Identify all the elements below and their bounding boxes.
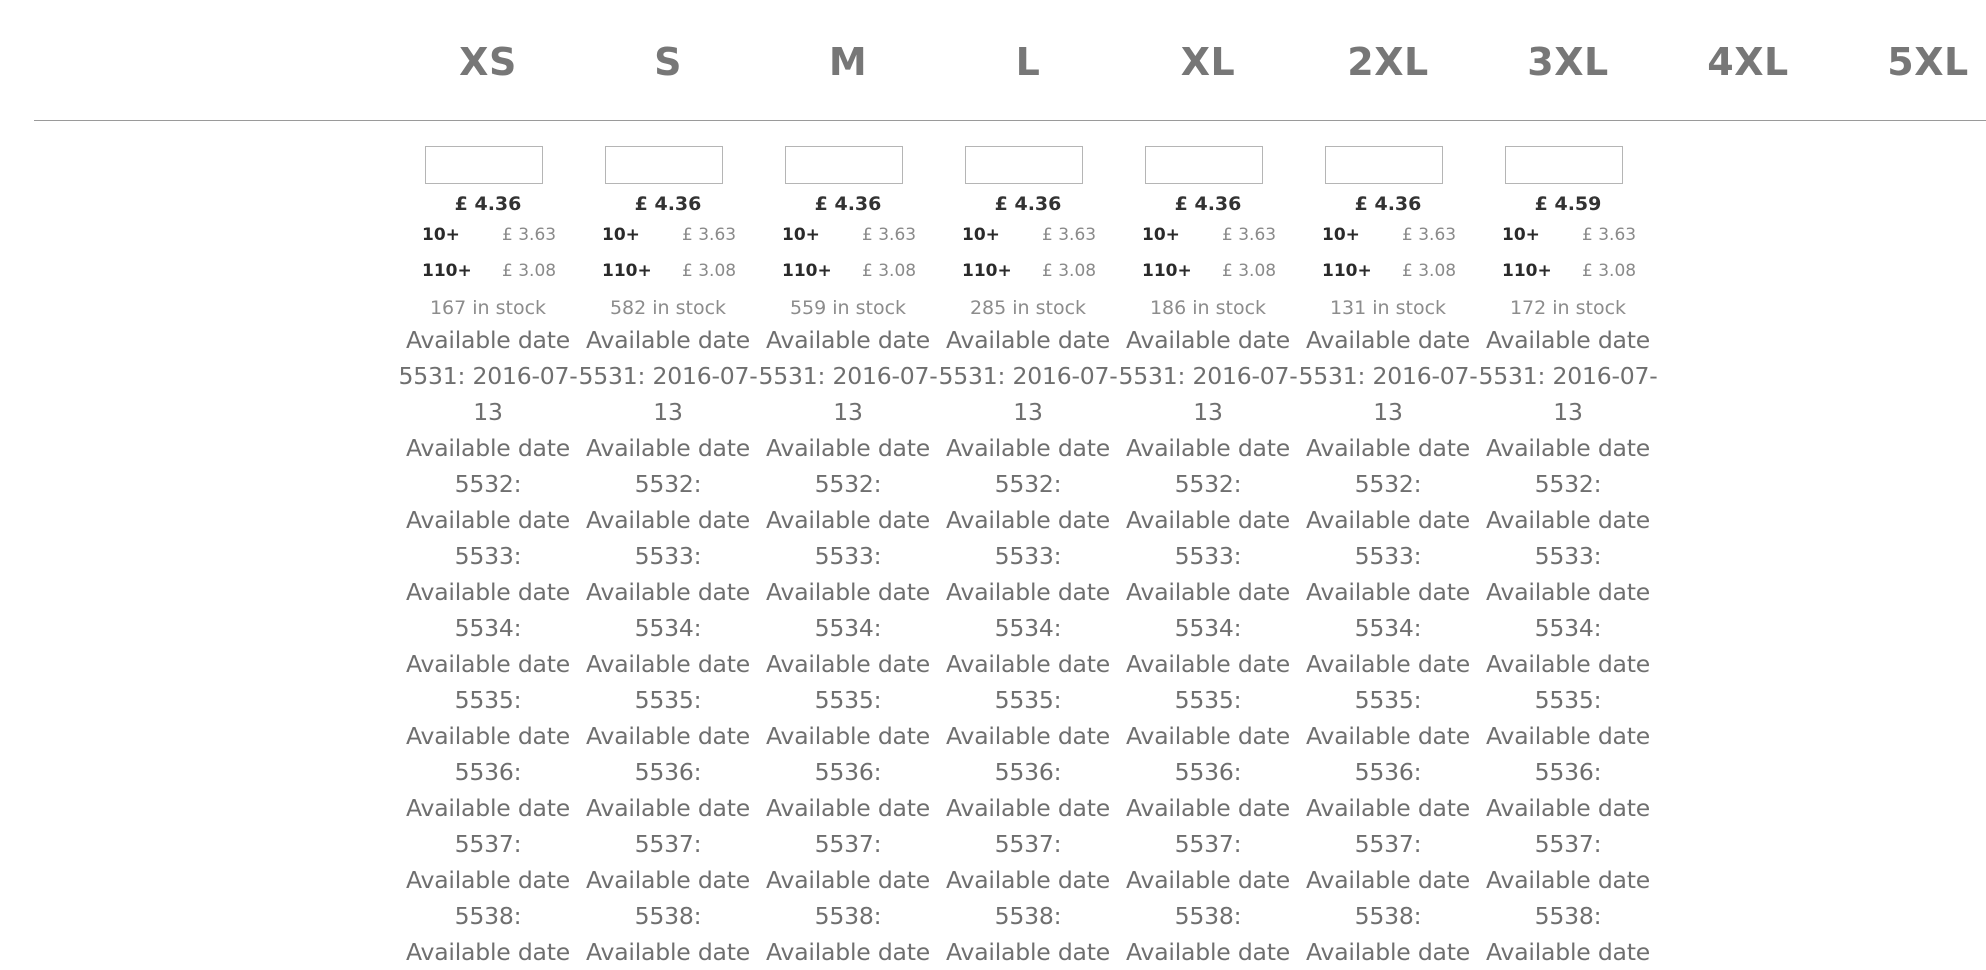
available-date [1478,718,1658,790]
quantity-input[interactable] [785,146,903,184]
size-header-l: L [1015,40,1041,84]
available-date-line: Available date [405,578,571,606]
available-date-line: Available date [1305,578,1471,606]
size-column [578,146,758,970]
available-date-line: 5531: 2016-07- [1298,362,1478,390]
available-date [578,934,758,970]
available-date-line: Available date [1125,650,1291,678]
available-date-line: Available date [1485,866,1651,894]
available-date-line: Available date [765,434,931,462]
available-date-line: Available date [1485,722,1651,750]
available-date-line: Available date [1305,434,1471,462]
available-date-line: Available date [1305,650,1471,678]
available-date-line: Available date [585,650,751,678]
available-date-line: Available date [765,866,931,894]
available-date [1118,502,1298,574]
tier-quantity: 10+ [782,225,820,245]
available-date [578,430,758,502]
tier-price: £ 3.08 [1402,261,1457,281]
available-date-line: Available date [585,326,751,354]
unit-price: £ 4.36 [1174,193,1242,215]
tier-price: £ 3.63 [682,225,737,245]
available-date [1478,790,1658,862]
available-date-line: 5532: [1534,470,1602,498]
size-header-2xl: 2XL [1347,40,1429,84]
available-date-line: 5534: [1534,614,1602,642]
available-date-line: 5532: [994,470,1062,498]
tier-quantity: 110+ [602,261,652,281]
available-date-line: Available date [585,506,751,534]
available-date [1118,934,1298,970]
available-date-line: 5532: [1354,470,1422,498]
available-date [1478,430,1658,502]
available-date-line: Available date [585,938,751,966]
available-date-line: Available date [585,866,751,894]
available-date [398,718,578,790]
size-column [758,146,938,970]
available-date-line: Available date [945,722,1111,750]
tier-price: £ 3.08 [862,261,917,281]
available-date-line: Available date [585,794,751,822]
price-tier-row [938,216,1118,252]
available-date-line: 5533: [1354,542,1422,570]
available-date [1478,502,1658,574]
available-date [398,934,578,970]
available-date [938,934,1118,970]
available-date-line: 13 [1013,398,1043,426]
available-date-line: 5536: [1534,758,1602,786]
available-date-line: 5538: [1174,902,1242,930]
available-date-line: 5532: [454,470,522,498]
available-date-line: Available date [1305,506,1471,534]
size-column [1298,146,1478,970]
tier-quantity: 110+ [1322,261,1372,281]
available-date-line: 5534: [994,614,1062,642]
available-date [938,862,1118,934]
available-date [758,862,938,934]
available-date [398,574,578,646]
available-date-line: Available date [765,722,931,750]
size-header-5xl: 5XL [1887,40,1969,84]
available-date-line: 5536: [1354,758,1422,786]
available-date [578,502,758,574]
available-date-line: Available date [1485,434,1651,462]
available-date-line: 5536: [454,758,522,786]
quantity-input[interactable] [965,146,1083,184]
available-date-line: 5538: [1354,902,1422,930]
available-date-line: 5534: [634,614,702,642]
available-date [758,790,938,862]
tier-quantity: 110+ [1502,261,1552,281]
available-date-line: 5536: [814,758,882,786]
available-date [758,322,938,430]
available-date-line: 5531: 2016-07- [398,362,578,390]
size-column [1478,146,1658,970]
unit-price: £ 4.36 [814,193,882,215]
stock-count: 172 in stock [1509,297,1627,319]
available-date [398,862,578,934]
available-date-line: Available date [945,794,1111,822]
available-date [1298,790,1478,862]
tier-price: £ 3.08 [1582,261,1637,281]
price-tier-row [1118,216,1298,252]
available-date-line: Available date [765,506,931,534]
available-date-line: Available date [405,866,571,894]
quantity-input[interactable] [425,146,543,184]
available-date [938,574,1118,646]
available-date-line: Available date [405,326,571,354]
available-date-line: Available date [1305,326,1471,354]
available-date [1478,862,1658,934]
available-date-line: 5533: [454,542,522,570]
available-date [758,574,938,646]
available-date [1118,322,1298,430]
available-date [1118,718,1298,790]
price-tier-row [1298,216,1478,252]
size-header-xs: XS [459,40,517,84]
available-date [938,502,1118,574]
tier-quantity: 10+ [962,225,1000,245]
available-date [938,322,1118,430]
available-date-line: 13 [1553,398,1583,426]
available-date-line: 13 [653,398,683,426]
available-date [938,430,1118,502]
stock-count: 131 in stock [1329,297,1447,319]
available-date-line: Available date [945,578,1111,606]
available-date-line: 5533: [994,542,1062,570]
available-date-line: Available date [1125,434,1291,462]
size-column [398,146,578,970]
available-date-line: 5535: [994,686,1062,714]
available-date [1298,646,1478,718]
available-date [938,790,1118,862]
available-date-line: 5536: [634,758,702,786]
unit-price: £ 4.36 [1354,193,1422,215]
available-date-line: Available date [1485,326,1651,354]
available-date-line: Available date [945,866,1111,894]
available-date-line: Available date [1125,506,1291,534]
tier-quantity: 10+ [422,225,460,245]
available-date-line: Available date [585,578,751,606]
available-date-line: Available date [585,434,751,462]
quantity-input[interactable] [605,146,723,184]
size-header-m: M [828,40,868,84]
available-date-line: 5537: [634,830,702,858]
available-date [578,790,758,862]
tier-quantity: 110+ [422,261,472,281]
available-date [758,502,938,574]
available-date-line: Available date [765,794,931,822]
available-date-line: 5531: 2016-07- [1118,362,1298,390]
available-date [1478,934,1658,970]
tier-quantity: 110+ [782,261,832,281]
available-date-line: Available date [1125,326,1291,354]
tier-price: £ 3.63 [1222,225,1277,245]
stock-count: 186 in stock [1149,297,1267,319]
available-date-line: Available date [945,506,1111,534]
available-date-line: Available date [945,650,1111,678]
available-date [1118,646,1298,718]
available-date-line: 5535: [634,686,702,714]
tier-quantity: 110+ [962,261,1012,281]
unit-price: £ 4.36 [634,193,702,215]
available-date [578,574,758,646]
available-date [1298,574,1478,646]
available-date [398,430,578,502]
available-date-line: 13 [473,398,503,426]
tier-price: £ 3.08 [502,261,557,281]
stock-count: 582 in stock [609,297,727,319]
available-date [1298,502,1478,574]
tier-price: £ 3.08 [682,261,737,281]
available-date [1118,574,1298,646]
available-date-line: Available date [405,506,571,534]
available-date-line: Available date [405,794,571,822]
tier-price: £ 3.63 [1582,225,1637,245]
available-date [578,322,758,430]
available-date-line: 5533: [634,542,702,570]
available-date-line: Available date [405,650,571,678]
available-date [578,718,758,790]
available-date-line: 5538: [454,902,522,930]
available-date [578,646,758,718]
available-date [398,790,578,862]
available-date-line: Available date [1485,578,1651,606]
available-date-line: 5536: [1174,758,1242,786]
tier-price: £ 3.63 [1042,225,1097,245]
available-date-line: 5532: [1174,470,1242,498]
available-date-line: Available date [405,938,571,966]
available-date-line: Available date [585,722,751,750]
available-date-line: 5534: [454,614,522,642]
available-date [758,934,938,970]
available-date-line: Available date [945,326,1111,354]
available-date-line: Available date [1125,722,1291,750]
price-tier-row [398,216,578,252]
available-date [1118,790,1298,862]
tier-price: £ 3.63 [862,225,917,245]
available-date-line: 5533: [814,542,882,570]
available-date-line: Available date [945,938,1111,966]
available-date [1478,322,1658,430]
tier-quantity: 10+ [1322,225,1360,245]
available-date-line: 5535: [1354,686,1422,714]
available-date-line: 5533: [1174,542,1242,570]
available-date [758,430,938,502]
price-tier-row [938,252,1118,288]
available-date-line: 5535: [454,686,522,714]
tier-quantity: 10+ [1142,225,1180,245]
available-date-line: Available date [1305,722,1471,750]
available-date-line: 13 [1193,398,1223,426]
available-date-line: Available date [1125,578,1291,606]
available-date-line: 5531: 2016-07- [578,362,758,390]
stock-count: 167 in stock [429,297,547,319]
available-date-line: Available date [1125,938,1291,966]
available-date-line: 5535: [1174,686,1242,714]
price-tier-row [758,216,938,252]
available-date-line: 13 [833,398,863,426]
size-header-xl: XL [1180,40,1236,84]
available-date-line: 5532: [634,470,702,498]
available-date-line: Available date [1485,506,1651,534]
available-date-line: 5536: [994,758,1062,786]
price-tier-row [578,216,758,252]
available-date [1298,934,1478,970]
available-date-line: Available date [1305,866,1471,894]
available-date-line: Available date [1485,938,1651,966]
price-tier-row [1478,216,1658,252]
available-date-line: Available date [1485,794,1651,822]
available-date [1298,718,1478,790]
available-date [758,646,938,718]
stock-count: 559 in stock [789,297,907,319]
available-date [1118,430,1298,502]
tier-quantity: 10+ [602,225,640,245]
available-date-line: 5537: [994,830,1062,858]
quantity-input[interactable] [1145,146,1263,184]
available-date-line: 5534: [1174,614,1242,642]
available-date-line: 5532: [814,470,882,498]
tier-price: £ 3.63 [1402,225,1457,245]
quantity-input[interactable] [1505,146,1623,184]
tier-quantity: 10+ [1502,225,1540,245]
available-date-line: 5534: [1354,614,1422,642]
available-date-line: 5538: [994,902,1062,930]
available-date-line: Available date [1125,866,1291,894]
available-date-line: 5538: [1534,902,1602,930]
tier-price: £ 3.08 [1222,261,1277,281]
size-column [938,146,1118,970]
available-date-line: 5535: [814,686,882,714]
available-date-line: 5537: [1354,830,1422,858]
available-date-line: Available date [405,722,571,750]
size-header-s: S [654,40,682,84]
available-date-line: Available date [1125,794,1291,822]
available-date-line: 13 [1373,398,1403,426]
available-date-line: 5537: [454,830,522,858]
price-tier-row [398,252,578,288]
size-header-3xl: 3XL [1527,40,1609,84]
available-date-line: 5537: [1174,830,1242,858]
size-column [1118,146,1298,970]
available-date [1298,430,1478,502]
unit-price: £ 4.36 [994,193,1062,215]
available-date [398,502,578,574]
available-date-line: Available date [1485,650,1651,678]
available-date-line: 5534: [814,614,882,642]
available-date-line: 5531: 2016-07- [758,362,938,390]
available-date [1298,862,1478,934]
price-tier-row [578,252,758,288]
available-date-line: Available date [945,434,1111,462]
available-date-line: 5537: [1534,830,1602,858]
available-date-line: 5537: [814,830,882,858]
available-date-line: 5531: 2016-07- [938,362,1118,390]
available-date-line: 5538: [634,902,702,930]
quantity-input[interactable] [1325,146,1443,184]
available-date [1478,574,1658,646]
available-date-line: Available date [405,434,571,462]
available-date-line: 5535: [1534,686,1602,714]
available-date-line: Available date [765,938,931,966]
available-date [1478,646,1658,718]
available-date-line: 5531: 2016-07- [1478,362,1658,390]
available-date-line: Available date [765,650,931,678]
stock-count: 285 in stock [969,297,1087,319]
tier-price: £ 3.63 [502,225,557,245]
available-date [1118,862,1298,934]
size-header-4xl: 4XL [1707,40,1789,84]
price-tier-row [758,252,938,288]
available-date [1298,322,1478,430]
price-tier-row [1478,252,1658,288]
available-date-line: Available date [765,578,931,606]
price-tier-row [1118,252,1298,288]
available-date [938,718,1118,790]
available-date-line: Available date [765,326,931,354]
available-date [578,862,758,934]
available-date [398,646,578,718]
available-date [398,322,578,430]
available-date-line: 5538: [814,902,882,930]
price-tier-row [1298,252,1478,288]
available-date [758,718,938,790]
available-date-line: Available date [1305,938,1471,966]
unit-price: £ 4.59 [1534,193,1602,215]
unit-price: £ 4.36 [454,193,522,215]
available-date-line: 5533: [1534,542,1602,570]
available-date [938,646,1118,718]
tier-price: £ 3.08 [1042,261,1097,281]
tier-quantity: 110+ [1142,261,1192,281]
available-date-line: Available date [1305,794,1471,822]
